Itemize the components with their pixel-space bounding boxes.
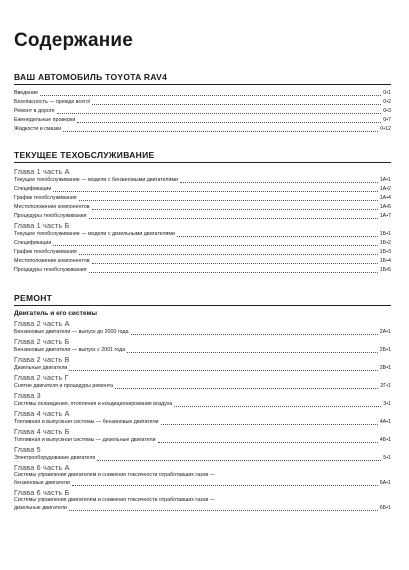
chapter-title: Глава 1 часть А bbox=[14, 167, 70, 176]
toc-label: График техобслуживания bbox=[14, 195, 77, 201]
dot-leader bbox=[127, 352, 378, 353]
toc-page: 1А•5 bbox=[379, 204, 391, 210]
dot-leader bbox=[92, 209, 378, 210]
dot-leader bbox=[115, 388, 378, 389]
toc-page: 0•2 bbox=[383, 99, 391, 105]
dot-leader bbox=[92, 104, 381, 105]
chapter-title: Глава 2 часть В bbox=[14, 355, 70, 364]
chapter-title: Глава 2 часть Б bbox=[14, 337, 70, 346]
toc-label: Безопасность — прежде всего! bbox=[14, 99, 91, 105]
toc-page: 2А•1 bbox=[379, 329, 391, 335]
chapter-title: Глава 6 часть Б bbox=[14, 488, 70, 497]
toc-label: Введение bbox=[14, 90, 38, 96]
toc-label-line: Системы управления двигателем и снижения токсичности отработавших газов — bbox=[14, 497, 215, 503]
toc-row[interactable] bbox=[14, 418, 391, 427]
dot-leader bbox=[77, 122, 381, 123]
toc-row[interactable] bbox=[14, 454, 391, 463]
toc-row[interactable] bbox=[14, 89, 391, 98]
toc-label: Процедуры техобслуживания bbox=[14, 213, 87, 219]
section-repair bbox=[14, 293, 391, 513]
toc-page: 1А•1 bbox=[379, 177, 391, 183]
toc-label: Спецификации bbox=[14, 186, 52, 192]
toc-page: 1А•4 bbox=[379, 195, 391, 201]
toc-row[interactable] bbox=[14, 107, 391, 116]
dot-leader bbox=[174, 406, 381, 407]
toc-row[interactable] bbox=[14, 382, 391, 391]
toc-label: Местоположение компонентов bbox=[14, 258, 90, 264]
toc-label: Топливная и выпускная системы — дизельные двигатели bbox=[14, 437, 156, 443]
section-heading: ТЕКУЩЕЕ ТЕХОБСЛУЖИВАНИЕ bbox=[14, 150, 391, 163]
chapter-title: Глава 3 bbox=[14, 391, 41, 400]
dot-leader bbox=[97, 460, 381, 461]
toc-row[interactable] bbox=[14, 194, 391, 203]
toc-page: 4А•1 bbox=[379, 419, 391, 425]
toc-page: 5•1 bbox=[383, 455, 391, 461]
section-heading: ВАШ АВТОМОБИЛЬ TOYOTA RAV4 bbox=[14, 72, 391, 85]
toc-row[interactable] bbox=[14, 116, 391, 125]
dot-leader bbox=[79, 200, 378, 201]
toc-label: Жидкости и смазки bbox=[14, 126, 62, 132]
toc-label-line: Системы управления двигателем и снижения токсичности отработавших газов — bbox=[14, 472, 215, 478]
toc-row[interactable] bbox=[14, 203, 391, 212]
toc-page: 1Б•4 bbox=[379, 258, 391, 264]
toc-label: бензиновые двигатели bbox=[14, 480, 70, 486]
dot-leader bbox=[57, 113, 382, 114]
toc-label: дизельные двигатели bbox=[14, 505, 67, 511]
section-maintenance bbox=[14, 150, 391, 275]
section-heading: РЕМОНТ bbox=[14, 293, 391, 306]
dot-leader bbox=[53, 245, 377, 246]
dot-leader bbox=[161, 424, 378, 425]
dot-leader bbox=[63, 131, 378, 132]
toc-row[interactable] bbox=[14, 436, 391, 445]
section-your-car bbox=[14, 72, 391, 134]
toc-page: 1А•7 bbox=[379, 213, 391, 219]
dot-leader bbox=[40, 95, 381, 96]
toc-page: 1А•2 bbox=[379, 186, 391, 192]
toc-row[interactable] bbox=[14, 266, 391, 275]
dot-leader bbox=[79, 254, 378, 255]
toc-page: 1Б•1 bbox=[379, 231, 391, 237]
dot-leader bbox=[72, 485, 378, 486]
toc-label: Спецификации bbox=[14, 240, 52, 246]
toc-row[interactable] bbox=[14, 400, 391, 409]
dot-leader bbox=[180, 182, 378, 183]
chapter-title: Глава 4 часть А bbox=[14, 409, 70, 418]
toc-label: Текущее техобслуживание — модели с дизельными двигателями bbox=[14, 231, 176, 237]
toc-row[interactable] bbox=[14, 328, 391, 337]
toc-page: 3•1 bbox=[383, 401, 391, 407]
toc-page: 0•12 bbox=[380, 126, 391, 132]
chapter-title: Глава 2 часть А bbox=[14, 319, 70, 328]
toc-row[interactable] bbox=[14, 257, 391, 266]
toc-row[interactable] bbox=[14, 98, 391, 107]
toc-label: Снятие двигателя и процедуры ремонта bbox=[14, 383, 114, 389]
toc-row[interactable] bbox=[14, 504, 391, 513]
toc-label: Системы охлаждения, отопления и кондиционирования воздуха bbox=[14, 401, 173, 407]
toc-row[interactable] bbox=[14, 230, 391, 239]
toc-label: Дизельные двигатели bbox=[14, 365, 68, 371]
chapter-title: Глава 6 часть А bbox=[14, 463, 70, 472]
dot-leader bbox=[177, 236, 378, 237]
dot-leader bbox=[53, 191, 377, 192]
toc-page: 2В•1 bbox=[379, 365, 391, 371]
toc-row[interactable] bbox=[14, 185, 391, 194]
toc-page: 2Г•1 bbox=[380, 383, 391, 389]
chapter-title: Глава 4 часть Б bbox=[14, 427, 70, 436]
chapter-title: Глава 1 часть Б bbox=[14, 221, 70, 230]
toc-page: 6Б•1 bbox=[379, 505, 391, 511]
toc-row[interactable] bbox=[14, 248, 391, 257]
toc-page: 6А•1 bbox=[379, 480, 391, 486]
toc-label: Электрооборудование двигателя bbox=[14, 455, 96, 461]
toc-page: 1Б•5 bbox=[379, 267, 391, 273]
dot-leader bbox=[92, 263, 378, 264]
chapter-title: Глава 5 bbox=[14, 445, 41, 454]
toc-page: 1Б•3 bbox=[379, 249, 391, 255]
toc-page: 2Б•1 bbox=[379, 347, 391, 353]
page-title: Содержание bbox=[14, 30, 134, 51]
toc-page: 0•7 bbox=[383, 117, 391, 123]
toc-label: Бензиновые двигатели — выпуск с 2001 года bbox=[14, 347, 126, 353]
dot-leader bbox=[158, 442, 378, 443]
toc-row[interactable] bbox=[14, 212, 391, 221]
toc-page: 0•1 bbox=[383, 90, 391, 96]
toc-label: Бензиновые двигатели — выпуск до 2000 года bbox=[14, 329, 129, 335]
toc-label: Еженедельные проверки bbox=[14, 117, 76, 123]
toc-label: График техобслуживания bbox=[14, 249, 77, 255]
dot-leader bbox=[69, 510, 378, 511]
toc-page: 0•3 bbox=[383, 108, 391, 114]
toc-row[interactable] bbox=[14, 364, 391, 373]
dot-leader bbox=[89, 218, 378, 219]
dot-leader bbox=[89, 272, 378, 273]
toc-label: Местоположение компонентов bbox=[14, 204, 90, 210]
dot-leader bbox=[131, 334, 378, 335]
toc-row[interactable] bbox=[14, 346, 391, 355]
chapter-title: Глава 2 часть Г bbox=[14, 373, 69, 382]
toc-row[interactable] bbox=[14, 239, 391, 248]
toc-label: Топливная и выпускная системы — бензиновые двигатели bbox=[14, 419, 159, 425]
dot-leader bbox=[69, 370, 377, 371]
toc-row[interactable] bbox=[14, 125, 391, 134]
toc-row[interactable] bbox=[14, 479, 391, 488]
toc-label: Ремонт в дороге bbox=[14, 108, 55, 114]
toc-page: 1Б•2 bbox=[379, 240, 391, 246]
toc-row[interactable] bbox=[14, 176, 391, 185]
toc-label: Процедуры техобслуживания bbox=[14, 267, 87, 273]
toc-page: 4Б•1 bbox=[379, 437, 391, 443]
section-subheading: Двигатель и его системы bbox=[14, 310, 97, 317]
toc-label: Текущее техобслуживание — модели с бензиновыми двигателями bbox=[14, 177, 178, 183]
